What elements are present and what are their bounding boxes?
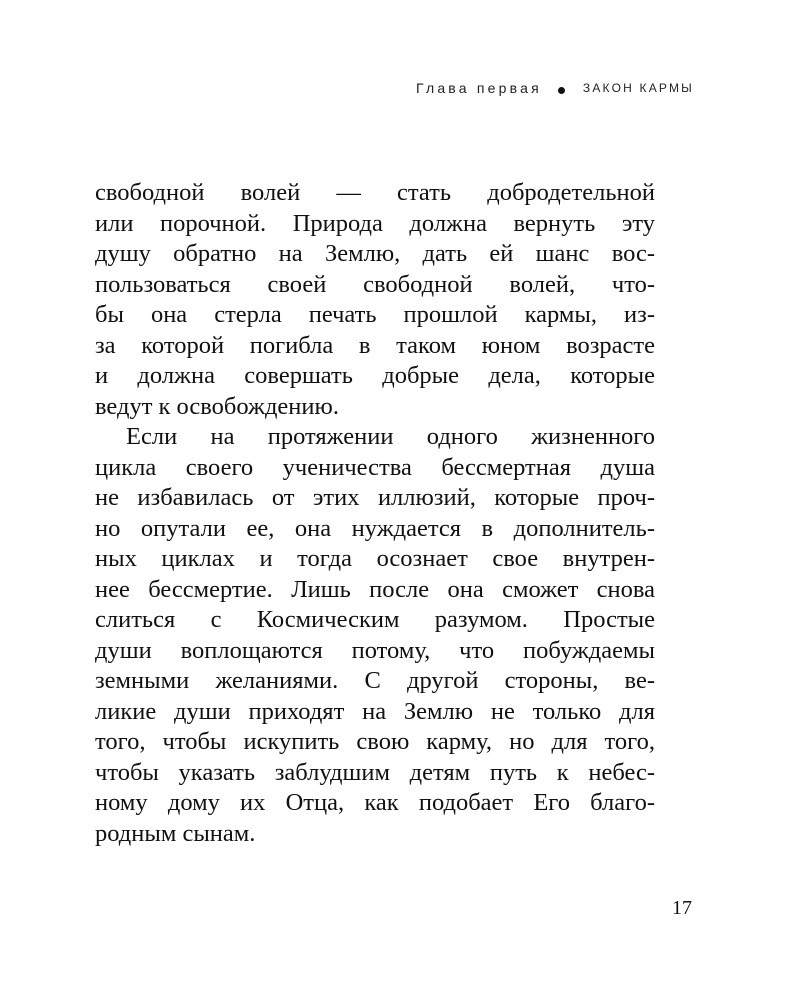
text-line: но опутали ее, она нуждается в дополнитель- (95, 514, 655, 542)
running-head (416, 80, 694, 96)
text-line: души воплощаются потому, что побуждаемы (95, 636, 655, 664)
text-line: пользоваться своей свободной волей, что- (95, 270, 655, 298)
text-line: слиться с Космическим разумом. Простые (95, 606, 655, 633)
body-text (95, 178, 655, 849)
text-line: за которой погибла в таком юном возрасте (95, 331, 655, 359)
text-line: или порочной. Природа должна вернуть эту (95, 209, 655, 237)
text-line: и должна совершать добрые дела, которые (95, 362, 655, 389)
text-line: земными желаниями. С другой стороны, ве- (95, 667, 655, 694)
text-line: свободной волей — стать добродетельной (95, 179, 655, 206)
text-line: чтобы указать заблудшим детям путь к небес- (95, 758, 655, 786)
text-line: ликие души приходят на Землю не только для (95, 697, 655, 725)
bullet-separator-icon (558, 87, 565, 94)
page-number: 17 (672, 897, 692, 919)
text-line: душу обратно на Землю, дать ей шанс вос- (95, 240, 655, 267)
text-line: нее бессмертие. Лишь после она сможет снова (95, 575, 655, 603)
text-line: того, чтобы искупить свою карму, но для того, (95, 728, 655, 755)
chapter-title: ЗАКОН КАРМЫ (582, 81, 694, 95)
text-line: ных циклах и тогда осознает свое внутрен- (95, 545, 655, 572)
paragraph-end-line: ведут к освобождению. (95, 392, 339, 420)
text-line: не избавилась от этих иллюзий, которые проч- (95, 484, 655, 511)
text-line: ному дому их Отца, как подобает Его благо- (95, 789, 655, 816)
paragraph-end-line: родным сынам. (95, 819, 256, 847)
text-line: бы она стерла печать прошлой кармы, из- (95, 301, 655, 328)
chapter-label: Глава первая (415, 80, 542, 96)
text-line: цикла своего ученичества бессмертная душа (95, 453, 655, 481)
paragraph-start-line: Если на протяжении одного жизненного (126, 423, 655, 450)
